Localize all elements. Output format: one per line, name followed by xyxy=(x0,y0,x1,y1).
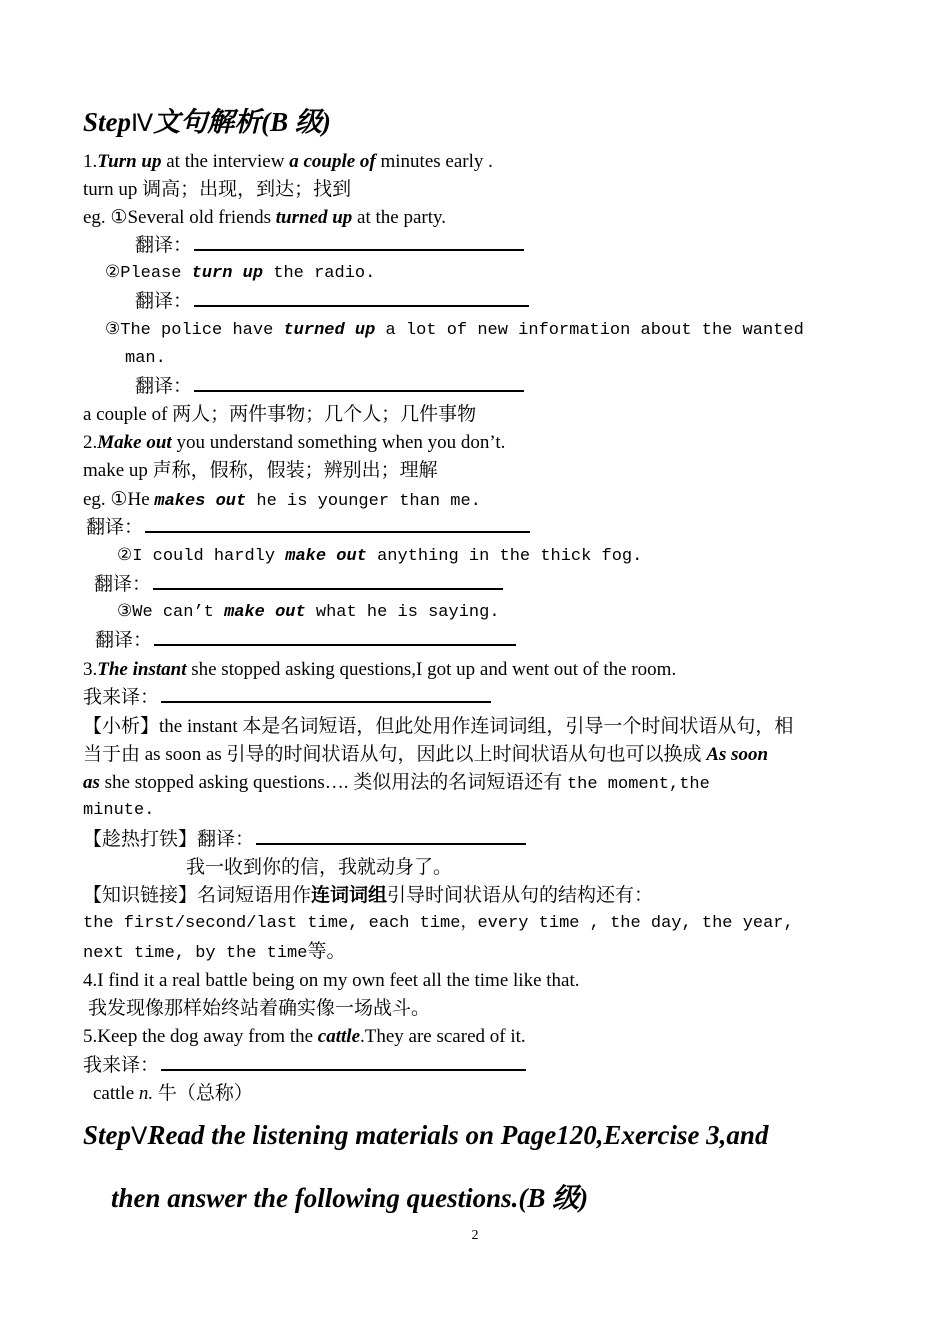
section-heading-step4: StepⅣ文句解析(B 级) xyxy=(83,107,331,137)
definition-make-up: make up 声称，假称，假装；辨别出；理解 xyxy=(83,460,438,481)
note-analysis-3: as she stopped asking questions…. 类似用法的名词短语还有 the moment,the xyxy=(83,772,710,794)
translation-line: 翻译： xyxy=(86,514,530,542)
definition-turn-up: turn up 调高；出现，到达；找到 xyxy=(83,179,352,200)
answer-blank[interactable] xyxy=(145,515,530,533)
answer-blank[interactable] xyxy=(194,289,529,307)
example-1-3-cont: man. xyxy=(125,349,166,368)
answer-blank[interactable] xyxy=(256,827,526,845)
translation-line: 翻译： xyxy=(94,571,503,599)
practice-line: 【趁热打铁】翻译： xyxy=(83,826,526,854)
definition-cattle: cattle n. 牛（总称） xyxy=(93,1083,253,1104)
note-analysis-2: 当于由 as soon as 引导的时间状语从句，因此以上时间状语从句也可以换成 As soon xyxy=(83,744,769,765)
example-1-1: eg. ①Several old friends turned up at the party. xyxy=(83,207,447,228)
knowledge-link: 【知识链接】名词短语用作连词词组引导时间状语从句的结构还有： xyxy=(83,885,654,906)
answer-blank[interactable] xyxy=(194,374,524,392)
section-heading-step5: StepⅤRead the listening materials on Page120,Exercise 3,and xyxy=(83,1120,769,1150)
example-1-2: ②Please turn up the radio. xyxy=(105,264,376,283)
translation-line: 翻译： xyxy=(135,373,524,401)
answer-blank[interactable] xyxy=(153,572,503,590)
answer-blank[interactable] xyxy=(154,628,516,646)
note-analysis-4: minute. xyxy=(83,801,155,820)
page-number: 2 xyxy=(471,1228,479,1243)
example-1-3: ③The police have turned up a lot of new information about the wanted xyxy=(105,321,804,340)
sentence-4-translation: 我发现像那样始终站着确实像一场战斗。 xyxy=(88,998,431,1019)
definition-a-couple-of: a couple of 两人；两件事物；几个人；几件事物 xyxy=(83,404,477,425)
answer-blank[interactable] xyxy=(194,233,524,251)
example-2-2: ②I could hardly make out anything in the thick fog. xyxy=(117,547,643,566)
translation-line: 翻译： xyxy=(95,627,516,655)
answer-blank[interactable] xyxy=(161,685,491,703)
sentence-5: 5.Keep the dog away from the cattle.They are scared of it. xyxy=(83,1026,526,1047)
my-translation-line: 我来译： xyxy=(83,684,491,712)
answer-blank[interactable] xyxy=(161,1053,526,1071)
example-2-3: ③We can’t make out what he is saying. xyxy=(117,603,500,622)
my-translation-line: 我来译： xyxy=(83,1052,526,1080)
knowledge-link-examples: the first/second/last time, each time，every time , the day, the year, xyxy=(83,914,794,933)
knowledge-link-examples-2: next time, by the time等。 xyxy=(83,941,346,963)
sentence-3: 3.The instant she stopped asking questions,I got up and went out of the room. xyxy=(83,659,677,680)
section-heading-step5-cont: then answer the following questions.(B 级) xyxy=(111,1183,589,1213)
note-analysis: 【小析】the instant 本是名词短语，但此处用作连词词组，引导一个时间状语从句，相 xyxy=(83,716,794,737)
example-2-1: eg. ①He makes out he is younger than me. xyxy=(83,489,481,511)
sentence-2: 2.Make out you understand something when you don’t. xyxy=(83,432,506,453)
practice-sentence: 我一收到你的信，我就动身了。 xyxy=(186,857,453,878)
sentence-4: 4.I find it a real battle being on my own feet all the time like that. xyxy=(83,970,580,991)
translation-line: 翻译： xyxy=(135,232,524,260)
translation-line: 翻译： xyxy=(135,288,529,316)
sentence-1: 1.Turn up at the interview a couple of minutes early . xyxy=(83,151,493,172)
